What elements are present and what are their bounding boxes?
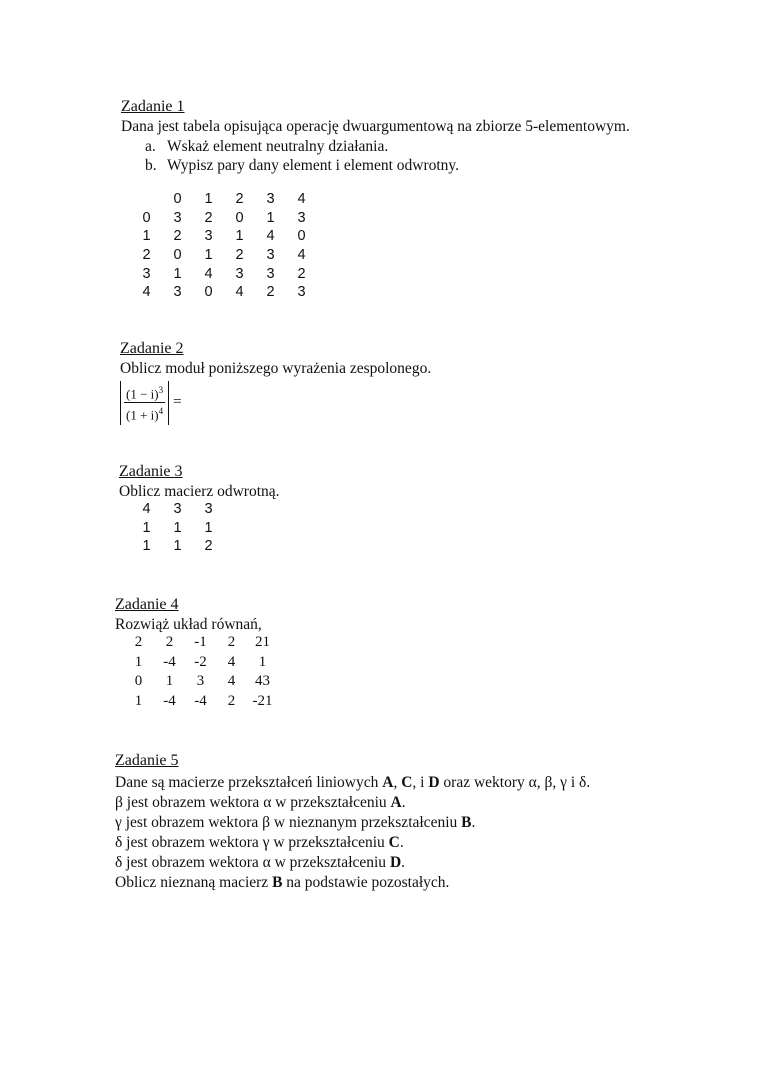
matrix-cell: 1 — [142, 519, 151, 536]
task-2-title: Zadanie 2 — [120, 340, 184, 357]
matrix-row — [131, 500, 224, 519]
task-3-title: Zadanie 3 — [119, 463, 183, 480]
equation-row — [123, 653, 278, 673]
coefficient: 2 — [134, 634, 143, 651]
table-cell: 2 — [266, 284, 275, 301]
modulus-fraction — [120, 381, 169, 425]
table-cell: 1 — [266, 209, 275, 226]
task-5-line-1: Dane są macierze przekształceń liniowych A, C, i D oraz wektory α, β, γ i δ. — [115, 774, 591, 791]
coefficient: 4 — [227, 673, 236, 690]
task-4 — [115, 595, 262, 635]
table-cell: 0 — [235, 209, 244, 226]
table-cell: 3 — [173, 284, 182, 301]
table-cell: 3 — [266, 247, 275, 264]
task-3-text: Oblicz macierz odwrotną. — [119, 483, 280, 500]
constant: 43 — [255, 673, 270, 690]
row-label: 1 — [142, 228, 151, 245]
header-cell: 4 — [297, 191, 306, 208]
task-1 — [121, 97, 630, 175]
task-1-item-a: a. Wskaż element neutralny działania. — [145, 138, 389, 155]
matrix-row — [131, 537, 224, 556]
task-1-item-b: b. Wypisz pary dany element i element odwrotny. — [145, 157, 460, 174]
table-cell: 3 — [297, 284, 306, 301]
header-cell: 0 — [173, 191, 182, 208]
coefficient: -4 — [163, 653, 176, 670]
table-row — [131, 283, 317, 302]
coefficient: 4 — [227, 653, 236, 670]
coefficient: 2 — [227, 634, 236, 651]
task-4-title: Zadanie 4 — [115, 596, 179, 613]
task-1-items — [145, 137, 630, 175]
matrix-row — [131, 519, 224, 538]
task-5-line-6: Oblicz nieznaną macierz B na podstawie pozostałych. — [115, 874, 450, 891]
task-3 — [119, 462, 280, 502]
coefficient: 3 — [196, 673, 205, 690]
row-label: 3 — [142, 265, 151, 282]
row-label: 2 — [142, 247, 151, 264]
coefficient: 1 — [134, 653, 143, 670]
task-1-title: Zadanie 1 — [121, 98, 185, 115]
inverse-matrix — [131, 500, 224, 556]
coefficient: 2 — [165, 634, 174, 651]
table-cell: 0 — [173, 247, 182, 264]
table-row — [131, 246, 317, 265]
table-cell: 0 — [297, 228, 306, 245]
coefficient: 1 — [134, 692, 143, 709]
task-2 — [120, 339, 431, 425]
task-5 — [115, 751, 590, 893]
table-row — [131, 227, 317, 246]
constant: 1 — [258, 653, 267, 670]
table-cell: 2 — [297, 265, 306, 282]
table-cell: 0 — [204, 284, 213, 301]
table-cell: 3 — [266, 265, 275, 282]
coefficient: -4 — [194, 692, 207, 709]
fraction-denominator: $(1 + i)^4$ — [126, 406, 164, 423]
matrix-cell: 1 — [142, 538, 151, 555]
matrix-cell: 1 — [204, 519, 213, 536]
task-5-title: Zadanie 5 — [115, 752, 179, 769]
coefficient: -2 — [194, 653, 207, 670]
matrix-cell: 1 — [173, 519, 182, 536]
coefficient: -1 — [194, 634, 207, 651]
equation-row — [123, 633, 278, 653]
task-5-line-4: δ jest obrazem wektora γ w przekształceniu C. — [115, 834, 404, 851]
equation-system — [123, 633, 278, 711]
complex-expression — [120, 381, 431, 425]
matrix-cell: 3 — [173, 501, 182, 518]
row-label: 0 — [142, 209, 151, 226]
table-cell: 1 — [235, 228, 244, 245]
table-cell: 4 — [235, 284, 244, 301]
task-5-line-2: β jest obrazem wektora α w przekształceniu A. — [115, 794, 406, 811]
operation-table — [131, 190, 317, 302]
matrix-cell: 1 — [173, 538, 182, 555]
header-cell: 1 — [204, 191, 213, 208]
table-cell: 3 — [173, 209, 182, 226]
constant: 21 — [255, 634, 270, 651]
table-cell: 4 — [297, 247, 306, 264]
matrix-cell: 2 — [204, 538, 213, 555]
table-cell: 1 — [173, 265, 182, 282]
table-cell: 2 — [235, 247, 244, 264]
table-cell: 3 — [297, 209, 306, 226]
task-5-line-3: γ jest obrazem wektora β w nieznanym przekształceniu B. — [115, 814, 476, 831]
header-cell: 2 — [235, 191, 244, 208]
matrix-cell: 3 — [204, 501, 213, 518]
equals-sign: = — [173, 394, 182, 411]
row-label: 4 — [142, 284, 151, 301]
table-cell: 1 — [204, 247, 213, 264]
task-4-text: Rozwiąż układ równań, — [115, 616, 262, 633]
coefficient: 0 — [134, 673, 143, 690]
table-cell: 2 — [204, 209, 213, 226]
header-cell: 3 — [266, 191, 275, 208]
table-cell: 3 — [204, 228, 213, 245]
table-row — [131, 264, 317, 283]
coefficient: -4 — [163, 692, 176, 709]
equation-row — [123, 672, 278, 692]
matrix-cell: 4 — [142, 501, 151, 518]
task-5-line-5: δ jest obrazem wektora α w przekształceniu D. — [115, 854, 406, 871]
coefficient: 1 — [165, 673, 174, 690]
task-1-intro: Dana jest tabela opisująca operację dwuargumentową na zbiorze 5-elementowym. — [121, 118, 630, 135]
task-2-text: Oblicz moduł poniższego wyrażenia zespolonego. — [120, 360, 432, 377]
table-row — [131, 209, 317, 228]
coefficient: 2 — [227, 692, 236, 709]
equation-row — [123, 692, 278, 712]
table-cell: 4 — [204, 265, 213, 282]
constant: -21 — [252, 692, 273, 709]
table-cell: 2 — [173, 228, 182, 245]
table-cell: 3 — [235, 265, 244, 282]
table-cell: 4 — [266, 228, 275, 245]
fraction-numerator: $(1 - i)^3$ — [124, 382, 165, 403]
operation-table-header — [131, 190, 317, 209]
